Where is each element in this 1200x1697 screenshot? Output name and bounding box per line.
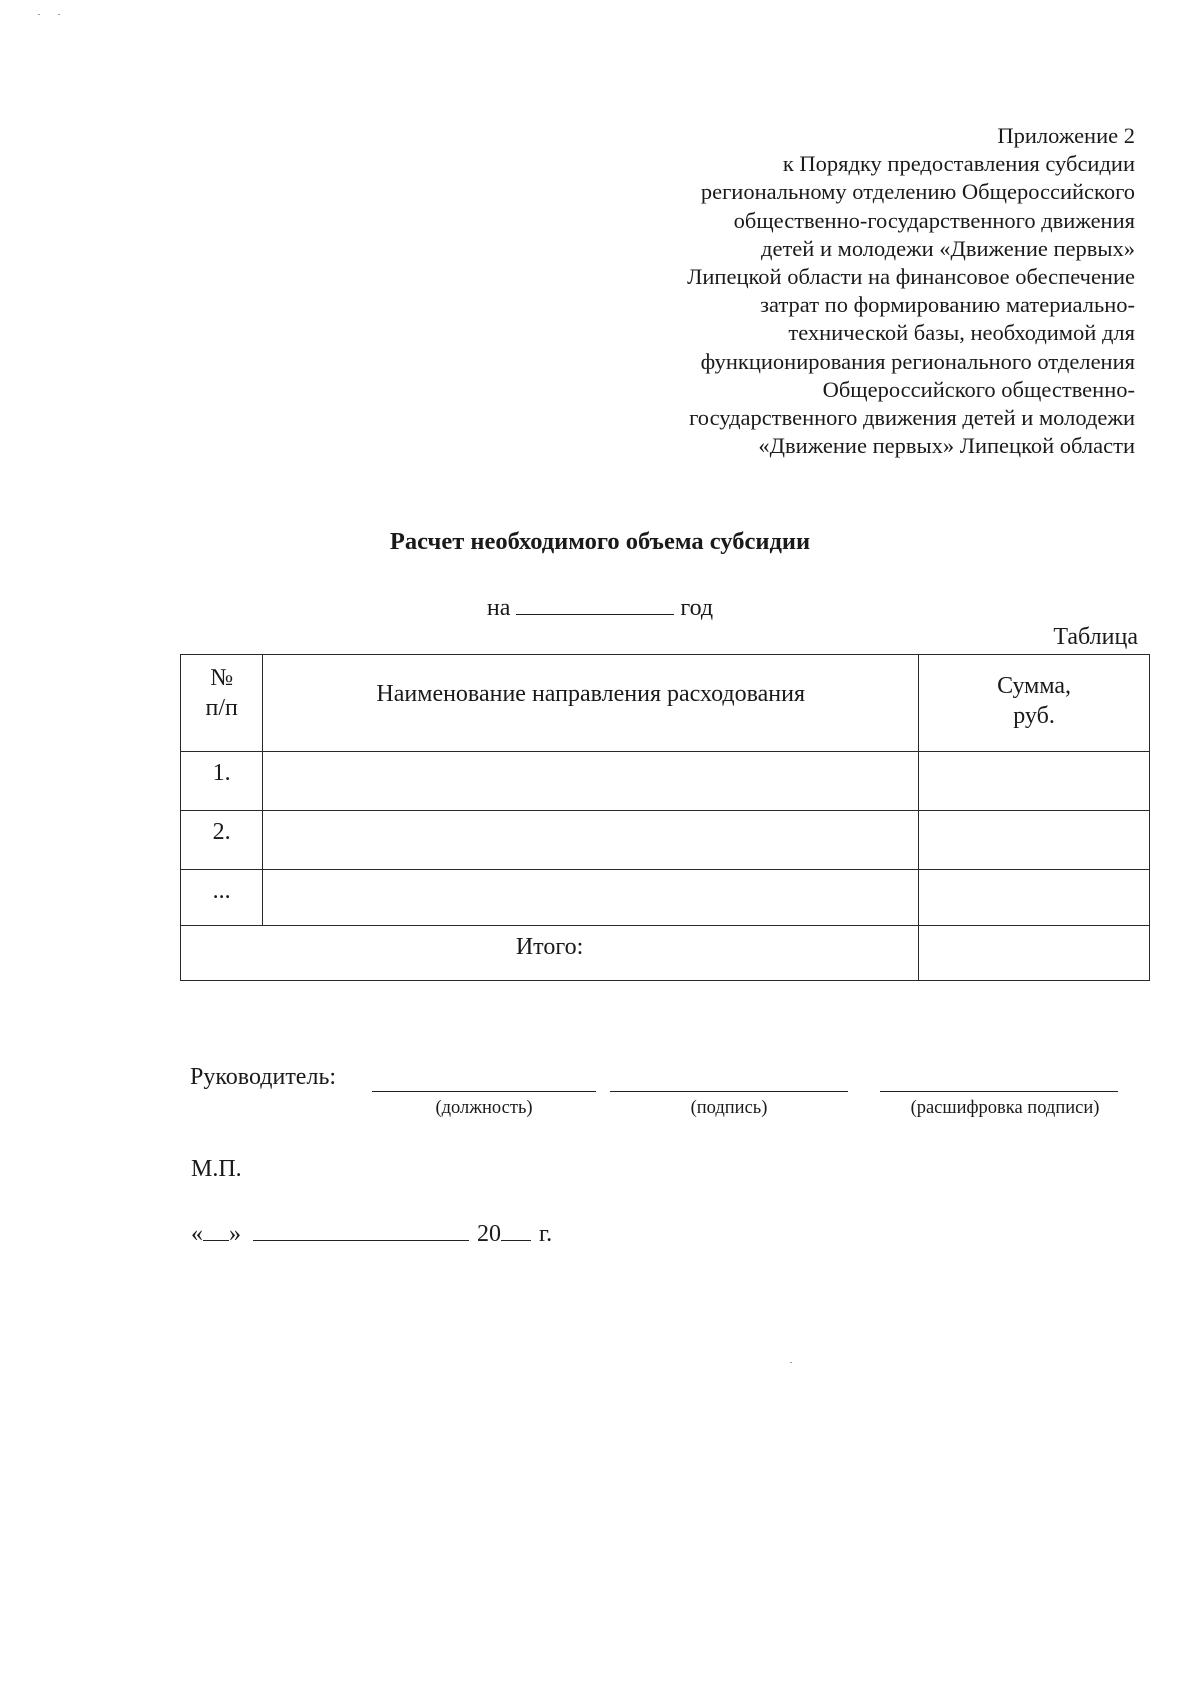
appendix-line: затрат по формированию материально- <box>760 292 1135 318</box>
position-caption: (должность) <box>435 1098 533 1118</box>
appendix-line: к Порядку предоставления субсидии <box>782 151 1135 177</box>
header-sum <box>919 655 1150 752</box>
total-value-cell[interactable] <box>919 926 1150 981</box>
date-open-quote: « <box>191 1221 203 1247</box>
row-sum-cell[interactable] <box>919 752 1150 811</box>
calculation-table <box>180 654 1150 981</box>
row-name-cell[interactable] <box>263 811 919 870</box>
header-num-line: № <box>210 665 234 691</box>
row-num: ... <box>181 870 263 926</box>
month-blank-field[interactable] <box>253 1218 469 1241</box>
appendix-line: государственного движения детей и молодежи <box>689 405 1135 431</box>
row-sum-cell[interactable] <box>919 870 1150 926</box>
header-num <box>181 655 263 752</box>
appendix-line: детей и молодежи «Движение первых» <box>761 235 1135 261</box>
table-row <box>181 752 1150 811</box>
table-total-row <box>181 926 1150 981</box>
total-label: Итого: <box>181 926 919 981</box>
row-name-cell[interactable] <box>263 752 919 811</box>
header-sum-line: руб. <box>1013 703 1055 729</box>
header-num-line: п/п <box>205 695 238 721</box>
header-name-text: Наименование направления расходования <box>376 681 805 707</box>
year-blank-field[interactable] <box>501 1218 531 1241</box>
row-name-cell[interactable] <box>263 870 919 926</box>
appendix-line: функционирования регионального отделения <box>700 348 1135 374</box>
date-line <box>191 1218 552 1248</box>
appendix-line: региональному отделению Общероссийского <box>700 179 1135 205</box>
stamp-place: М.П. <box>191 1156 242 1182</box>
document-title: Расчет необходимого объема субсидии <box>389 528 811 555</box>
year-prefix-text: 20 <box>477 1221 501 1247</box>
appendix-line: технической базы, необходимой для <box>788 320 1135 346</box>
table-label: Таблица <box>1053 624 1138 650</box>
appendix-line: общественно-государственного движения <box>733 207 1135 233</box>
year-blank-field[interactable] <box>516 592 674 615</box>
signature-block <box>190 1060 1140 1120</box>
row-num: 1. <box>181 752 263 811</box>
name-decoding-caption: (расшифровка подписи) <box>910 1098 1100 1118</box>
signature-caption: (подпись) <box>690 1098 768 1118</box>
appendix-line: Приложение 2 <box>997 123 1135 148</box>
row-num: 2. <box>181 811 263 870</box>
day-blank-field[interactable] <box>203 1218 229 1241</box>
year-suffix: год <box>680 595 714 621</box>
table-header-row <box>181 655 1150 752</box>
appendix-line: Общероссийского общественно- <box>822 376 1135 402</box>
date-close-quote: » <box>229 1221 241 1247</box>
row-sum-cell[interactable] <box>919 811 1150 870</box>
appendix-line: «Движение первых» Липецкой области <box>758 433 1135 459</box>
scan-speck <box>58 14 60 15</box>
appendix-line: Липецкой области на финансовое обеспечение <box>687 264 1135 290</box>
signature-line[interactable] <box>610 1090 848 1092</box>
year-line <box>0 592 1200 622</box>
table-row <box>181 811 1150 870</box>
header-name <box>263 655 919 752</box>
name-decoding-line[interactable] <box>880 1090 1118 1092</box>
header-sum-line: Сумма, <box>997 673 1072 699</box>
year-suffix-text: г. <box>539 1221 553 1247</box>
position-line[interactable] <box>372 1090 596 1092</box>
scan-speck <box>790 1362 792 1363</box>
signature-label: Руководитель: <box>190 1064 337 1090</box>
year-prefix: на <box>486 595 511 621</box>
table-row <box>181 870 1150 926</box>
appendix-header <box>515 122 1135 460</box>
scan-speck <box>38 14 40 15</box>
